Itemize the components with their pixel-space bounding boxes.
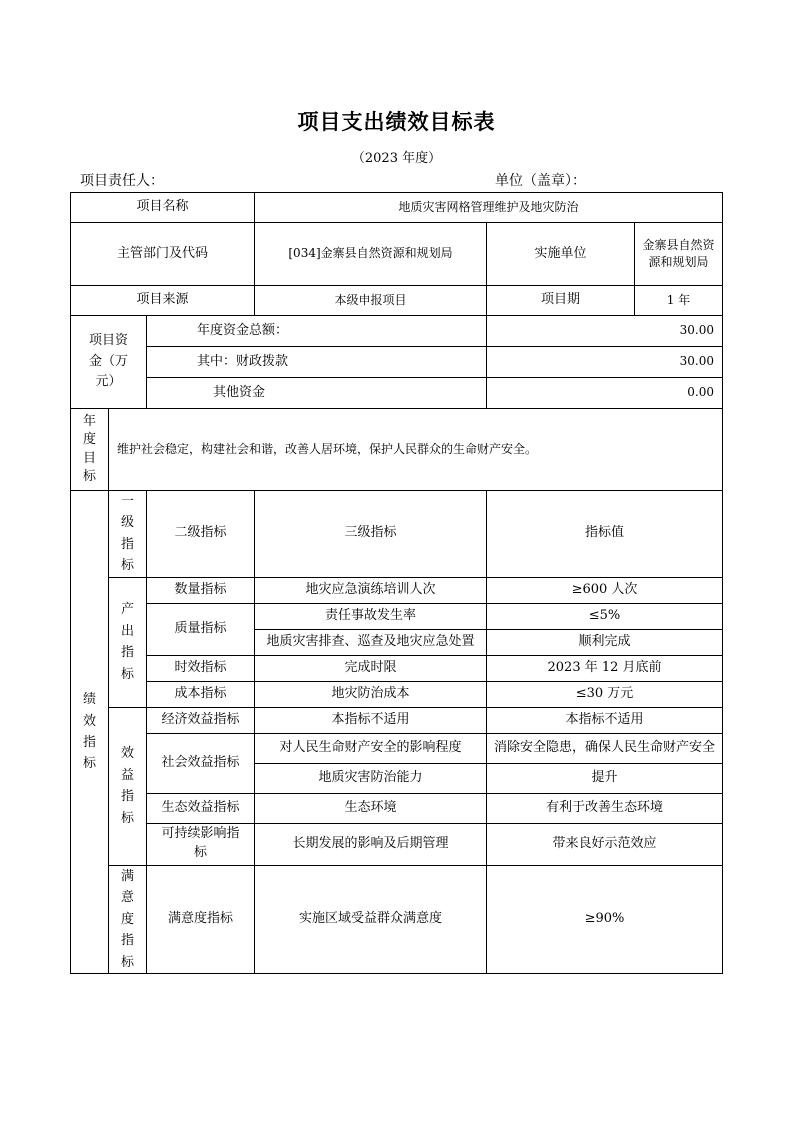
quantity-l3: 地灾应急演练培训人次 bbox=[255, 577, 487, 603]
performance-label-text: 绩效指标 bbox=[82, 692, 96, 772]
impl-unit-label: 实施单位 bbox=[487, 223, 635, 286]
responsible-person-label: 项目责任人： bbox=[80, 173, 164, 189]
quality2-l3: 地质灾害排查、巡查及地灾应急处置 bbox=[255, 629, 487, 655]
level1-header-text: 一级指标 bbox=[120, 494, 134, 574]
timeliness-l3: 完成时限 bbox=[255, 655, 487, 681]
impl-unit-value: 金寨县自然资源和规划局 bbox=[635, 223, 723, 286]
quality1-value: ≤5% bbox=[487, 603, 723, 629]
annual-goal-label-text: 年度目标 bbox=[82, 414, 96, 484]
cost-l3: 地灾防治成本 bbox=[255, 681, 487, 707]
timeliness-value: 2023 年 12 月底前 bbox=[487, 655, 723, 681]
fiscal-value: 30.00 bbox=[487, 347, 723, 378]
source-value: 本级申报项目 bbox=[255, 286, 487, 316]
social1-l3: 对人民生命财产安全的影响程度 bbox=[255, 733, 487, 763]
annual-goal-value: 维护社会稳定，构建社会和谐，改善人居环境，保护人民群众的生命财产安全。 bbox=[109, 409, 723, 491]
sustainable-value: 带来良好示范效应 bbox=[487, 823, 723, 865]
project-name-value: 地质灾害网格管理维护及地灾防治 bbox=[255, 193, 723, 223]
performance-target-table bbox=[70, 192, 723, 974]
economic-l2: 经济效益指标 bbox=[147, 707, 255, 733]
social2-value: 提升 bbox=[487, 763, 723, 793]
social1-value: 消除安全隐患，确保人民生命财产安全 bbox=[487, 733, 723, 763]
performance-label bbox=[71, 491, 109, 974]
annual-total-label: 年度资金总额： bbox=[147, 316, 487, 347]
funds-label-text: 项目资金（万元） bbox=[89, 332, 129, 390]
quantity-value: ≥600 人次 bbox=[487, 577, 723, 603]
economic-value: 本指标不适用 bbox=[487, 707, 723, 733]
cost-l2: 成本指标 bbox=[147, 681, 255, 707]
ecological-value: 有利于改善生态环境 bbox=[487, 793, 723, 823]
ecological-l3: 生态环境 bbox=[255, 793, 487, 823]
level3-header: 三级指标 bbox=[255, 491, 487, 578]
year-label: （2023 年度） bbox=[351, 151, 442, 166]
unit-seal-label: 单位（盖章）： bbox=[495, 173, 586, 189]
cost-value: ≤30 万元 bbox=[487, 681, 723, 707]
dept-label: 主管部门及代码 bbox=[71, 223, 255, 286]
dept-value: [034]金寨县自然资源和规划局 bbox=[255, 223, 487, 286]
quality2-value: 顺利完成 bbox=[487, 629, 723, 655]
economic-l3: 本指标不适用 bbox=[255, 707, 487, 733]
ecological-l2: 生态效益指标 bbox=[147, 793, 255, 823]
quality1-l3: 责任事故发生率 bbox=[255, 603, 487, 629]
annual-goal-label bbox=[71, 409, 109, 491]
value-header: 指标值 bbox=[487, 491, 723, 578]
satisfaction-l2: 满意度指标 bbox=[147, 865, 255, 973]
satisfaction-indicator-label-text: 满意度指标 bbox=[120, 868, 134, 970]
fiscal-label: 其中：财政拨款 bbox=[147, 347, 487, 378]
benefit-indicator-label-text: 效益指标 bbox=[120, 746, 134, 826]
source-label: 项目来源 bbox=[71, 286, 255, 316]
quantity-l2: 数量指标 bbox=[147, 577, 255, 603]
other-funds-value: 0.00 bbox=[487, 378, 723, 409]
output-indicator-label bbox=[109, 577, 147, 707]
sustainable-l3: 长期发展的影响及后期管理 bbox=[255, 823, 487, 865]
annual-total-value: 30.00 bbox=[487, 316, 723, 347]
other-funds-label: 其他资金 bbox=[147, 378, 487, 409]
satisfaction-indicator-label bbox=[109, 865, 147, 973]
social2-l3: 地质灾害防治能力 bbox=[255, 763, 487, 793]
sustainable-l2: 可持续影响指标 bbox=[147, 823, 255, 865]
period-value: 1 年 bbox=[635, 286, 723, 316]
level1-header bbox=[109, 491, 147, 578]
funds-label bbox=[71, 316, 147, 409]
satisfaction-l3: 实施区域受益群众满意度 bbox=[255, 865, 487, 973]
level2-header: 二级指标 bbox=[147, 491, 255, 578]
timeliness-l2: 时效指标 bbox=[147, 655, 255, 681]
output-indicator-label-text: 产出指标 bbox=[120, 602, 134, 682]
satisfaction-value: ≥90% bbox=[487, 865, 723, 973]
quality-l2: 质量指标 bbox=[147, 603, 255, 655]
benefit-indicator-label bbox=[109, 707, 147, 865]
period-label: 项目期 bbox=[487, 286, 635, 316]
project-name-label: 项目名称 bbox=[71, 193, 255, 223]
page-title: 项目支出绩效目标表 bbox=[297, 109, 496, 134]
social-l2: 社会效益指标 bbox=[147, 733, 255, 793]
